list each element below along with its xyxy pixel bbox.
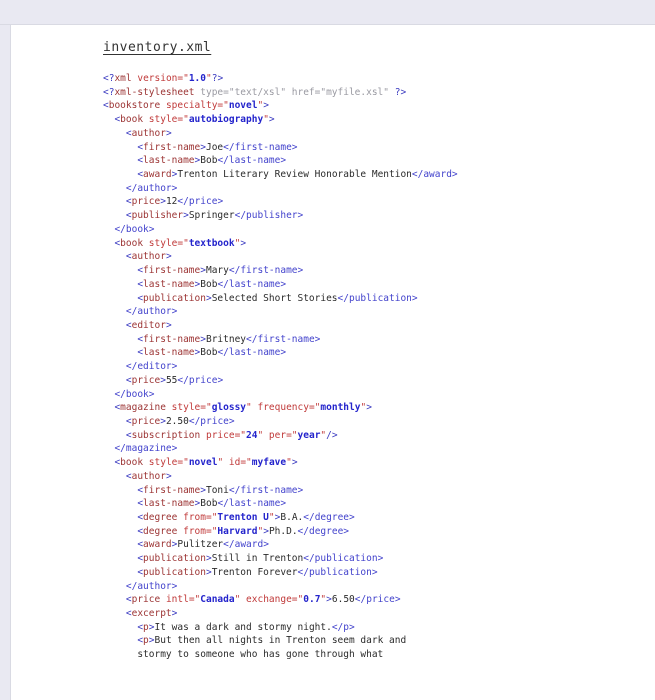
code-line: </author>	[103, 182, 178, 194]
code-line: stormy to someone who has gone through what	[103, 649, 384, 661]
code-line: <publication>Selected Short Stories</publication>	[103, 292, 418, 304]
window-margin-left	[0, 0, 11, 700]
code-line: <excerpt>	[103, 608, 178, 620]
code-line: <first-name>Joe</first-name>	[103, 141, 298, 153]
code-line: <degree from="Trenton U">B.A.</degree>	[103, 512, 355, 523]
code-line: <bookstore specialty="novel">	[103, 100, 269, 112]
code-line: <?xml-stylesheet type="text/xsl" href="myfile.xsl" ?>	[103, 86, 407, 98]
file-title: inventory.xml	[103, 40, 212, 55]
code-line: <last-name>Bob</last-name>	[103, 155, 287, 167]
code-line: <award>Pulitzer</award>	[103, 539, 269, 551]
code-line: </editor>	[103, 361, 178, 373]
code-line: <author>	[103, 251, 172, 263]
code-line: <degree from="Harvard">Ph.D.</degree>	[103, 525, 350, 537]
code-line: <author>	[103, 127, 172, 139]
code-line: <book style="novel" id="myfave">	[103, 457, 298, 469]
code-line: </book>	[103, 223, 155, 235]
code-line: <first-name>Mary</first-name>	[103, 265, 304, 277]
code-line: <first-name>Toni</first-name>	[103, 484, 304, 496]
code-line: <publication>Still in Trenton</publication>	[103, 553, 384, 565]
code-line: <editor>	[103, 319, 172, 331]
code-line: <last-name>Bob</last-name>	[103, 347, 287, 359]
code-line: <price>12</price>	[103, 196, 224, 208]
code-line: </author>	[103, 580, 178, 592]
code-line: </magazine>	[103, 443, 178, 455]
document-page	[12, 26, 655, 700]
code-line: <?xml version="1.0"?>	[103, 73, 224, 84]
code-line: <last-name>Bob</last-name>	[103, 278, 287, 290]
code-line: <price intl="Canada" exchange="0.7">6.50</price>	[103, 594, 401, 606]
code-line: <book style="autobiography">	[103, 114, 275, 126]
code-line: <first-name>Britney</first-name>	[103, 333, 321, 345]
code-line: <price>2.50</price>	[103, 415, 235, 427]
code-line: <p>It was a dark and stormy night.</p>	[103, 621, 355, 633]
code-line: <author>	[103, 470, 172, 482]
code-line: <publisher>Springer</publisher>	[103, 210, 304, 222]
code-line: </book>	[103, 388, 155, 400]
window-margin-top	[0, 0, 655, 25]
code-line: <magazine style="glossy" frequency="monthly">	[103, 402, 372, 414]
code-line: <award>Trenton Literary Review Honorable Mention</award>	[103, 169, 458, 181]
code-line: <subscription price="24" per="year"/>	[103, 429, 338, 441]
code-line: <p>But then all nights in Trenton seem dark and	[103, 635, 407, 647]
code-line: <publication>Trenton Forever</publication>	[103, 566, 378, 578]
xml-code	[103, 72, 645, 662]
code-line: </author>	[103, 306, 178, 318]
code-line: <price>55</price>	[103, 374, 224, 386]
code-line: <book style="textbook">	[103, 237, 247, 249]
code-line: <last-name>Bob</last-name>	[103, 498, 287, 510]
